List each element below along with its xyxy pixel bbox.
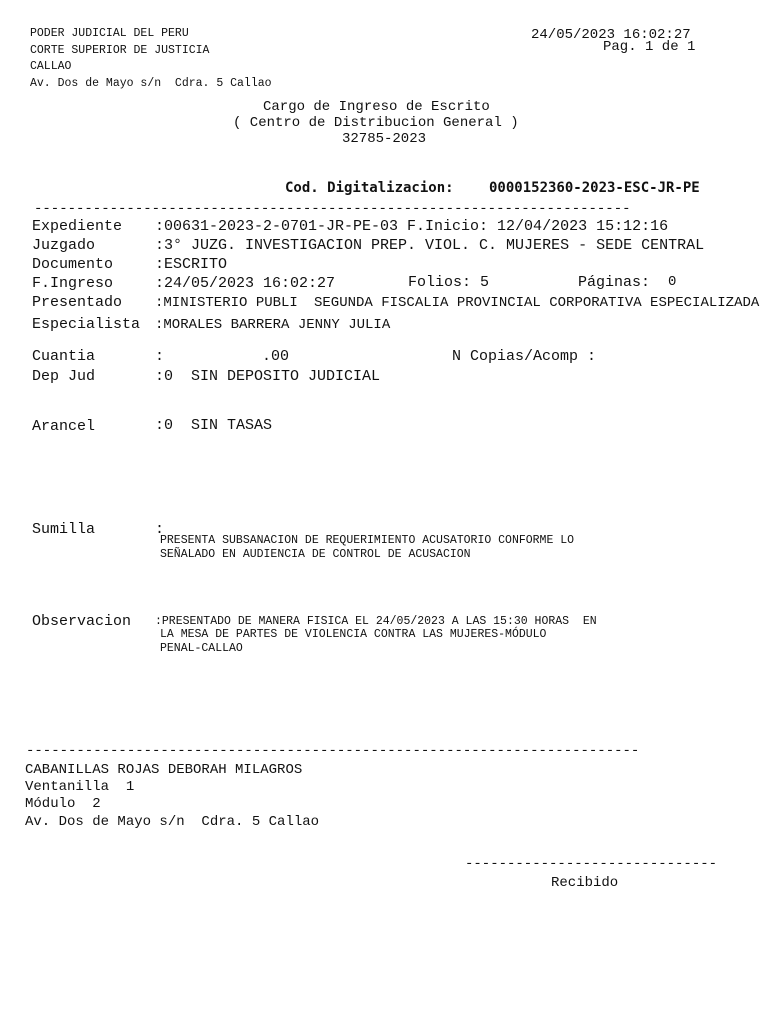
paginas-value: 0 <box>668 274 677 290</box>
paginas-label: Páginas: <box>578 274 651 291</box>
presentado-value-b: SEGUNDA FISCALIA PROVINCIAL CORPORATIVA ESPECIALIZADA <box>314 295 760 311</box>
folios: Folios: 5 <box>408 274 490 291</box>
arancel-value: :0 SIN TASAS <box>155 417 273 434</box>
sumilla-colon: : <box>155 521 165 538</box>
footer-clerk-name: CABANILLAS ROJAS DEBORAH MILAGROS <box>25 762 303 778</box>
signature-line: ------------------------------ <box>465 856 718 872</box>
page-number: Pag. 1 de 1 <box>603 39 696 55</box>
observacion-line-1: :PRESENTADO DE MANERA FISICA EL 24/05/2023 A LAS 15:30 HORAS EN <box>155 615 597 628</box>
sumilla-line-1: PRESENTA SUBSANACION DE REQUERIMIENTO ACUSATORIO CONFORME LO <box>160 534 575 547</box>
juzgado-value: :3° JUZG. INVESTIGACION PREP. VIOL. C. MUJERES - SEDE CENTRAL <box>155 237 705 254</box>
expediente-value: :00631-2023-2-0701-JR-PE-03 F.Inicio: 12/04/2023 15:12:16 <box>155 218 669 235</box>
juzgado-label: Juzgado <box>32 237 96 254</box>
observacion-line-3: PENAL-CALLAO <box>160 642 243 655</box>
cuantia-value: .00 <box>262 348 290 365</box>
especialista-label: Especialista <box>32 316 141 333</box>
dep-jud-label: Dep Jud <box>32 368 96 385</box>
org-name: PODER JUDICIAL DEL PERU <box>30 27 189 40</box>
digitalization-code: 0000152360-2023-ESC-JR-PE <box>489 180 700 196</box>
documento-value: :ESCRITO <box>155 256 228 273</box>
presentado-label: Presentado <box>32 294 123 311</box>
observacion-line-2: LA MESA DE PARTES DE VIOLENCIA CONTRA LAS MUJERES-MÓDULO <box>160 628 547 641</box>
recibido-label: Recibido <box>551 875 619 891</box>
cuantia-label: Cuantia <box>32 348 96 365</box>
court-name: CORTE SUPERIOR DE JUSTICIA <box>30 44 210 57</box>
sumilla-line-2: SEÑALADO EN AUDIENCIA DE CONTROL DE ACUSACION <box>160 548 471 561</box>
doc-title: Cargo de Ingreso de Escrito <box>263 99 490 115</box>
print-datetime: 24/05/2023 16:02:27 <box>531 27 691 43</box>
documento-label: Documento <box>32 256 114 273</box>
digitalization-label: Cod. Digitalizacion: <box>285 180 454 196</box>
sumilla-label: Sumilla <box>32 521 96 538</box>
footer-ventanilla: Ventanilla 1 <box>25 779 135 795</box>
doc-subtitle: ( Centro de Distribucion General ) <box>233 115 519 131</box>
court-address: Av. Dos de Mayo s/n Cdra. 5 Callao <box>30 77 272 90</box>
f-ingreso-label: F.Ingreso <box>32 275 114 292</box>
expediente-label: Expediente <box>32 218 123 235</box>
arancel-label: Arancel <box>32 418 96 435</box>
dep-jud-value: :0 SIN DEPOSITO JUDICIAL <box>155 368 381 385</box>
separator-bottom: ------------------------------------------------------------------------- <box>26 743 640 759</box>
especialista-value: :MORALES BARRERA JENNY JULIA <box>155 317 391 333</box>
separator-top: ----------------------------------------------------------------------- <box>34 201 631 217</box>
footer-address: Av. Dos de Mayo s/n Cdra. 5 Callao <box>25 814 320 830</box>
f-ingreso-value: :24/05/2023 16:02:27 <box>155 275 336 292</box>
doc-number: 32785-2023 <box>342 131 427 147</box>
copias-label: N Copias/Acomp : <box>452 348 597 365</box>
presentado-value-a: :MINISTERIO PUBLI <box>155 295 298 311</box>
observacion-label: Observacion <box>32 613 132 630</box>
footer-modulo: Módulo 2 <box>25 796 101 812</box>
court-city: CALLAO <box>30 60 72 73</box>
cuantia-colon: : <box>155 348 165 365</box>
